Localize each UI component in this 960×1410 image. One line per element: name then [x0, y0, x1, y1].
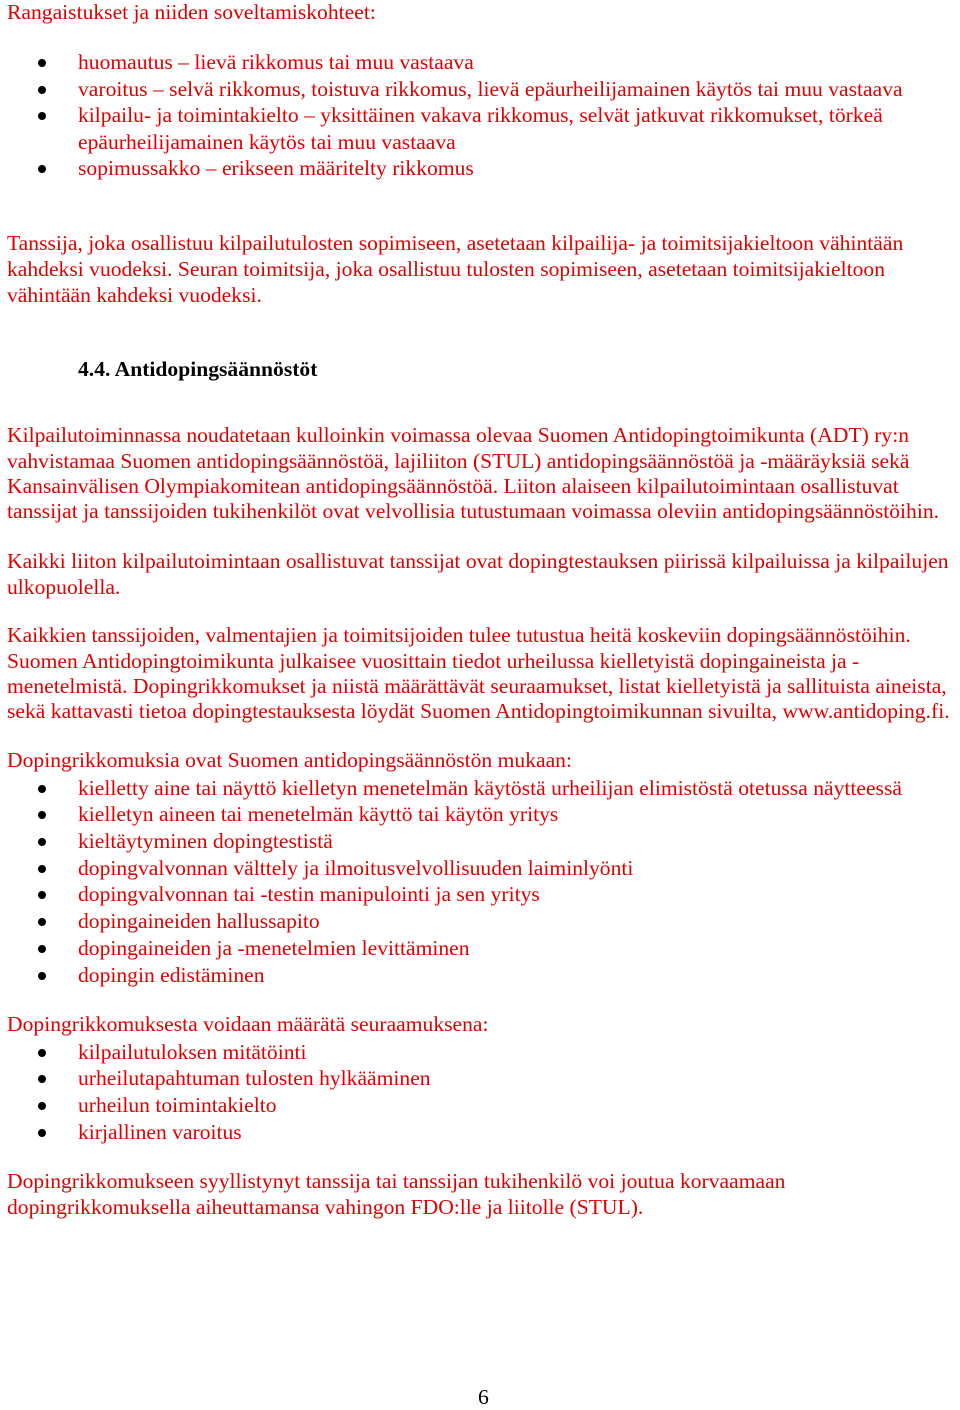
testing-scope-paragraph: [7, 549, 949, 600]
bullet-icon: [38, 865, 46, 873]
paragraph-line: tanssijat ja tanssijoiden tukihenkilöt ovat velvollisia tutustumaan voimassa oleviin antidopingsäännöstöihin.: [7, 499, 940, 524]
violation-item: [0, 775, 960, 802]
bullet-icon: [38, 891, 46, 899]
violation-item: [0, 881, 960, 908]
penalties-title: Rangaistukset ja niiden soveltamiskohteet:: [7, 0, 376, 24]
info-paragraph: [7, 623, 950, 724]
penalty-item: [0, 49, 960, 76]
violation-item: [0, 962, 960, 989]
violation-item-text: dopingvalvonnan välttely ja ilmoitusvelvollisuuden laiminlyönti: [78, 855, 634, 880]
bullet-icon: [38, 86, 46, 94]
paragraph-line: Kaikki liiton kilpailutoimintaan osallistuvat tanssijat ovat dopingtestauksen piirissä kilpailuissa ja kilpailujen: [7, 549, 949, 574]
section-heading: 4.4. Antidopingsäännöstöt: [78, 357, 318, 381]
violations-list: [0, 775, 960, 989]
violation-item-text: dopingaineiden hallussapito: [78, 909, 320, 934]
paragraph-line: Dopingrikkomukseen syyllistynyt tanssija tai tanssijan tukihenkilö voi joutua korvaamaan: [7, 1169, 786, 1194]
liability-paragraph: [7, 1169, 785, 1220]
penalty-item-text: huomautus – lievä rikkomus tai muu vastaava: [78, 50, 474, 74]
penalty-item: [0, 102, 960, 155]
paragraph-line: menetelmistä. Dopingrikkomukset ja niistä määrättävät seuraamukset, listat kielletyistä ja sallituista aineista,: [7, 673, 947, 698]
bullet-icon: [38, 785, 46, 793]
paragraph-line: dopingrikkomuksella aiheuttamansa vahingon FDO:lle ja liitolle (STUL).: [7, 1194, 644, 1219]
paragraph-line: vähintään kahdeksi vuodeksi.: [7, 283, 262, 307]
bullet-icon: [38, 918, 46, 926]
bullet-icon: [38, 165, 46, 173]
paragraph-line: Kaikkien tanssijoiden, valmentajien ja toimitsijoiden tulee tutustua heitä koskeviin dopingsäännöstöihin.: [7, 623, 911, 648]
violation-item-text: dopingin edistäminen: [78, 962, 265, 987]
paragraph-line: vahvistamaa Suomen antidopingsäännöstöä, lajiliiton (STUL) antidopingsäännöstöä ja -määräyksiä sekä: [7, 448, 910, 473]
consequences-list: [0, 1039, 960, 1146]
paragraph-line: Kilpailutoiminnassa noudatetaan kulloinkin voimassa olevaa Suomen Antidopingtoimikunta (ADT) ry:n: [7, 423, 910, 448]
violation-item-text: kielletyn aineen tai menetelmän käyttö tai käytön yritys: [78, 802, 559, 827]
bullet-icon: [38, 59, 46, 67]
penalty-item-text: varoitus – selvä rikkomus, toistuva rikkomus, lievä epäurheilijamainen käytös tai muu vastaava: [78, 76, 903, 101]
violations-lead: Dopingrikkomuksia ovat Suomen antidopingsäännöstön mukaan:: [7, 748, 572, 773]
penalty-item-text: sopimussakko – erikseen määritelty rikkomus: [78, 156, 474, 180]
consequences-lead: Dopingrikkomuksesta voidaan määrätä seuraamuksena:: [7, 1012, 489, 1037]
paragraph-line: Kansainvälisen Olympiakomitean antidopingsäännöstöä. Liiton alaiseen kilpailutoimintaan osallistuvat: [7, 473, 899, 498]
consequence-item-text: kirjallinen varoitus: [78, 1119, 242, 1144]
consequence-item-text: urheilun toimintakielto: [78, 1093, 277, 1117]
bullet-icon: [38, 1049, 46, 1057]
violation-item: [0, 801, 960, 828]
bullet-icon: [38, 945, 46, 953]
penalty-item: [0, 155, 960, 182]
consequence-item: [0, 1039, 960, 1066]
paragraph-line: Suomen Antidopingtoimikunta julkaisee vuosittain tiedot urheilussa kielletyistä dopingaineista ja -: [7, 648, 860, 673]
violation-item: [0, 908, 960, 935]
paragraph-line: sekä kattavasti tietoa dopingtestauksesta löydät Suomen Antidopingtoimikunnan sivuilta, www.antidoping.fi.: [7, 699, 950, 724]
penalty-item-text-continued: epäurheilijamainen käytös tai muu vastaava: [78, 129, 456, 154]
violation-item-text: kieltäytyminen dopingtestistä: [78, 829, 333, 853]
bullet-icon: [38, 112, 46, 120]
bullet-icon: [38, 1129, 46, 1137]
penalty-item: [0, 76, 960, 103]
violation-item-text: kielletty aine tai näyttö kielletyn menetelmän käytöstä urheilijan elimistöstä otetussa näytteessä: [78, 775, 902, 800]
penalties-list: [0, 49, 960, 182]
violation-item: [0, 855, 960, 882]
bullet-icon: [38, 1102, 46, 1110]
antidoping-intro-paragraph: [7, 423, 939, 524]
bullet-icon: [38, 838, 46, 846]
paragraph-line: Tanssija, joka osallistuu kilpailutulosten sopimiseen, asetetaan kilpailija- ja toimitsijakieltoon vähintään: [7, 231, 904, 255]
consequence-item-text: kilpailutuloksen mitätöinti: [78, 1039, 307, 1064]
consequence-item-text: urheilutapahtuman tulosten hylkääminen: [78, 1066, 431, 1091]
page-number: 6: [478, 1385, 489, 1409]
paragraph-line: kahdeksi vuodeksi. Seuran toimitsija, joka osallistuu tulosten sopimiseen, asetetaan toimitsijakieltoon: [7, 257, 886, 281]
consequence-item: [0, 1092, 960, 1119]
consequence-item: [0, 1065, 960, 1092]
violation-item-text: dopingaineiden ja -menetelmien levittäminen: [78, 935, 470, 960]
violation-item-text: dopingvalvonnan tai -testin manipulointi ja sen yritys: [78, 882, 540, 907]
bullet-icon: [38, 811, 46, 819]
violation-item: [0, 935, 960, 962]
bullet-icon: [38, 1075, 46, 1083]
consequence-item: [0, 1119, 960, 1146]
match-fixing-paragraph: [7, 230, 903, 308]
penalty-item-text: kilpailu- ja toimintakielto – yksittäinen vakava rikkomus, selvät jatkuvat rikkomukset, törkeä: [78, 103, 883, 127]
paragraph-line: ulkopuolella.: [7, 574, 121, 599]
bullet-icon: [38, 972, 46, 980]
violation-item: [0, 828, 960, 855]
